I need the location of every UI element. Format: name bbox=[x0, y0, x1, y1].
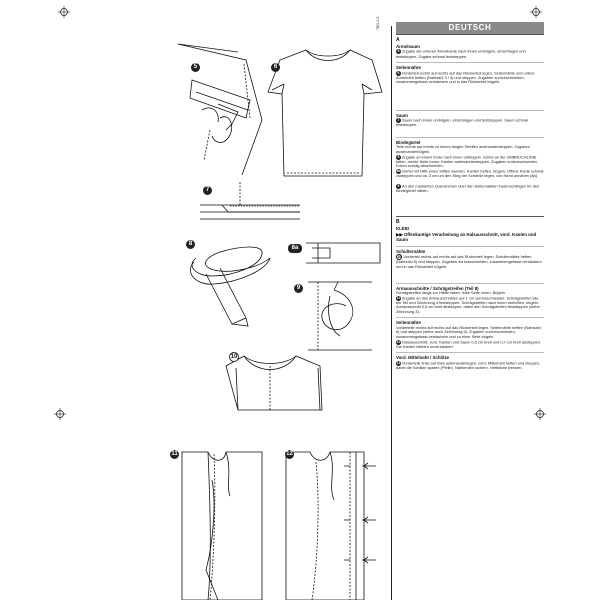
sheet-code: 7BG-4 S bbox=[376, 16, 380, 30]
figure-label: 10 bbox=[230, 354, 238, 360]
figure-label: 8a bbox=[288, 244, 302, 253]
section-heading: Bindegürtel bbox=[396, 139, 421, 145]
step-number: 8 bbox=[397, 154, 400, 159]
figure-12-drawing bbox=[286, 452, 376, 600]
divider bbox=[396, 283, 544, 284]
section-text: 5 Zugabe der unteren Ärmelkante nach innen umbügeln, einschlagen und feststeppen. Zugabe schmal feststeppen. bbox=[396, 48, 526, 59]
divider bbox=[396, 137, 544, 138]
section-letter: B bbox=[396, 219, 400, 226]
language-header: DEUTSCH bbox=[396, 22, 544, 35]
section-text: 8a Gürtel mit Hilfe eines Stiftes wenden. Kanten heften, bügeln. Offene Kante schmal zusteppen und ca. 3 cm um den Steg der Schließe legen, von Hand annähen (8a). bbox=[396, 168, 544, 178]
section-text: 10 Vorderteil rechts auf rechts auf das Rückenteil legen, Schulternähte heften (Nahtzahl 5) und steppen. Zugaben zurückschneiden, zusammengefasst versäubern und in das Rückenteil bügeln. bbox=[396, 254, 542, 269]
step-number: 6 bbox=[397, 70, 400, 75]
section-heading: KLEID bbox=[396, 226, 410, 232]
divider bbox=[396, 317, 544, 318]
section-side-seams bbox=[396, 65, 544, 85]
section-text: 11 Zugabe an den Armausschnitten auf 1 cm zurückschneiden. Schrägstreifen wie bei Teil und Zeichnung 4 feststeppen. Schrägstreifen nach innen umheften, bügeln. Armausschnitt 0,5 cm breit absteppen, dabei den Schrägstreifen feststeppen (siehe Zeichnung 3). bbox=[396, 295, 540, 314]
section-dress bbox=[396, 226, 544, 242]
divider bbox=[396, 110, 544, 111]
section-text: Teile rechts auf rechts zu einem langen Streifen aneinandersteppen. Zugaben auseinanderbügeln. bbox=[396, 144, 530, 154]
step-number: 8a bbox=[396, 168, 401, 173]
section-text: 8 Zugabe an einem Ende nach innen umbügeln. Gürtel an der UMBRUCHLINIE falten, rechte Seite innen. Kanten aufeinandersteppen. Zugaben zurückschneiden, Ecken schräg abschneiden. bbox=[396, 154, 538, 169]
section-heading: Ärmelsaum bbox=[396, 44, 420, 49]
figure-label: 6 bbox=[271, 63, 280, 72]
figure-5-drawing bbox=[178, 44, 262, 175]
section-text: 6 Vorderteil rechts auf rechts auf das Rückenteil legen, Seitennähte und untere Ärmelnäht heften (Nahtzahl 3 / 4) und steppen. Zugaben zurückschneiden, zusammengefasst versäubern und in das Rückenteil bügeln. bbox=[396, 70, 535, 85]
section-belt bbox=[396, 140, 544, 193]
section-hem bbox=[396, 113, 544, 128]
section-text: 7 Saum nach innen umbügeln, einschlagen und feststeppen. Saum schmal feststeppen. bbox=[396, 117, 528, 128]
section-heading: Seitennähte bbox=[396, 65, 421, 71]
divider bbox=[396, 216, 544, 217]
section-heading: Seitennähte bbox=[396, 320, 421, 326]
section-text: 13 Vorderteile links auf links aufeinanderlegen, vord. Mittelnaht heften und steppen, dabei die Schlitze sparen (Pfeile). Nahtenden sichern. Heftstiche trennen. bbox=[396, 360, 541, 370]
figure-11-drawing bbox=[182, 452, 262, 600]
figure-label: 9 bbox=[294, 284, 303, 293]
section-text: 9 An den markierten Querstrichen über den Seitennähten Fadenschlingen für den Bindegürtel nähen. bbox=[396, 183, 540, 193]
section-shoulder-seams bbox=[396, 249, 544, 270]
section-heading: Vord. Mittelnaht / Schlitze bbox=[396, 355, 450, 361]
figure-label: 8 bbox=[186, 240, 195, 249]
figure-7-drawing bbox=[200, 182, 300, 219]
section-heading: Schulternähte bbox=[396, 248, 426, 254]
figure-label: 7 bbox=[203, 186, 212, 195]
figure-label: 12 bbox=[286, 451, 293, 457]
step-number: 11 bbox=[396, 295, 401, 300]
figure-9-drawing bbox=[308, 282, 372, 350]
column-divider bbox=[391, 26, 392, 600]
section-text: Schrägstreifen längs zur Hälfte falten, linke Seite innen. Bügeln. bbox=[396, 289, 506, 295]
step-number: 13 bbox=[396, 360, 401, 365]
section-letter: A bbox=[396, 37, 400, 43]
section-text: Vorderteile rechts auf rechts auf das Rückenteil legen. Seitennähte heften (Nahtzahl 6) und steppen (siehe auch Zeichnung 6). Zugaben zurückschneiden, zusammengefasst versäubern und zu einer Seite bügeln. bbox=[396, 324, 541, 340]
section-heading: Saum bbox=[396, 112, 408, 118]
figure-label: 11 bbox=[171, 451, 178, 457]
figure-8-drawing bbox=[190, 247, 270, 326]
section-text: 12 Halsausschnitt, vord. Kanten und Saum 0,5 cm breit und 0,7 cm breit absteppen. Die Kanten bleiben unversäubert. bbox=[396, 339, 542, 349]
step-number: 12 bbox=[396, 339, 401, 344]
section-armholes bbox=[396, 286, 544, 315]
section-heading: Armausschnitte / Schrägstreifen (Teil 8) bbox=[396, 285, 479, 291]
figure-10-drawing bbox=[226, 356, 322, 410]
divider bbox=[396, 352, 544, 353]
figure-8a-drawing bbox=[306, 243, 380, 263]
section-center-front bbox=[396, 355, 544, 370]
section-sleeve-hem bbox=[396, 44, 544, 59]
step-number: 10 bbox=[397, 254, 402, 259]
instructions-column bbox=[396, 22, 544, 597]
step-number: 9 bbox=[397, 183, 400, 188]
step-number: 7 bbox=[397, 118, 400, 123]
figure-6-drawing bbox=[268, 50, 382, 176]
figure-label: 5 bbox=[191, 63, 200, 72]
divider bbox=[396, 246, 544, 247]
registration-mark-icon bbox=[530, 6, 542, 18]
section-subheading: ▶▶ Offenkantige Verarbeitung an Halsausschnitt, vord. Kanten und Saum bbox=[396, 231, 537, 243]
divider bbox=[396, 62, 544, 63]
step-number: 5 bbox=[397, 49, 400, 54]
section-side-seams-b bbox=[396, 320, 544, 349]
